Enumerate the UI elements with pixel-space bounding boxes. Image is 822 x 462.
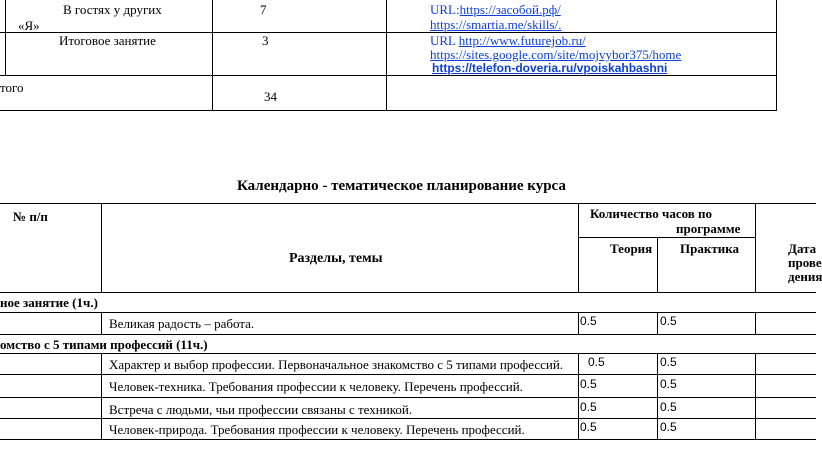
practice-cell: 0.5 bbox=[660, 355, 677, 369]
grid-line bbox=[0, 353, 816, 354]
grid-line bbox=[0, 75, 777, 76]
header-num: № п/п bbox=[13, 209, 48, 224]
topic-cell: Человек-природа. Требования профессии к человеку. Перечень профессий. bbox=[109, 422, 525, 437]
header-hours: Количество часов по bbox=[590, 206, 713, 221]
topic-cell: Итоговое занятие bbox=[59, 33, 156, 48]
grid-line bbox=[657, 237, 658, 292]
topic-cell: Встреча с людьми, чьи профессии связаны с техникой. bbox=[109, 402, 413, 417]
grid-line bbox=[755, 203, 756, 292]
section-title: ное занятие (1ч.) bbox=[0, 295, 98, 310]
section-title: омство с 5 типами профессий (11ч.) bbox=[0, 337, 208, 352]
url-link[interactable]: https://засобой.рф/ bbox=[459, 2, 561, 17]
grid-line bbox=[0, 203, 816, 204]
header-practice: Практика bbox=[680, 241, 740, 256]
grid-line bbox=[0, 334, 816, 335]
theory-cell: 0.5 bbox=[580, 314, 597, 328]
practice-cell: 0.5 bbox=[660, 314, 677, 328]
header-topics: Разделы, темы bbox=[289, 251, 383, 266]
hours-cell: 3 bbox=[262, 33, 269, 48]
header-theory: Теория bbox=[610, 241, 653, 256]
url-link[interactable]: http://www.futurejob.ru/ bbox=[458, 33, 586, 48]
grid-line bbox=[5, 0, 6, 75]
grid-line bbox=[657, 353, 658, 439]
url-link[interactable]: https://smartia.me/skills/. bbox=[430, 17, 562, 32]
grid-line bbox=[386, 0, 387, 110]
header-date: Дата bbox=[788, 241, 817, 256]
practice-cell: 0.5 bbox=[660, 420, 677, 434]
theory-cell: 0.5 bbox=[580, 420, 597, 434]
topic-cell: «Я» bbox=[18, 18, 40, 33]
grid-line bbox=[578, 203, 579, 292]
calendar-title: Календарно - тематическое планирование курса bbox=[237, 178, 566, 194]
topic-cell: Великая радость – работа. bbox=[109, 316, 255, 331]
grid-line bbox=[212, 0, 213, 110]
grid-line bbox=[101, 353, 102, 439]
practice-cell: 0.5 bbox=[660, 400, 677, 414]
grid-line bbox=[0, 397, 816, 398]
url-cell bbox=[430, 2, 561, 17]
header-date: дения bbox=[788, 269, 822, 284]
grid-line bbox=[657, 312, 658, 334]
grid-line bbox=[0, 439, 816, 440]
grid-line bbox=[755, 353, 756, 439]
grid-line bbox=[0, 374, 816, 375]
header-date: прове bbox=[788, 255, 822, 270]
hours-cell: 7 bbox=[260, 2, 267, 17]
url-link[interactable]: https://sites.google.com/site/mojvybor375/home bbox=[430, 47, 682, 62]
topic-cell: Человек-техника. Требования профессии к человеку. Перечень профессий. bbox=[109, 379, 523, 394]
practice-cell: 0.5 bbox=[660, 377, 677, 391]
url-prefix: URL bbox=[430, 33, 459, 48]
grid-line bbox=[776, 0, 777, 111]
grid-line bbox=[755, 312, 756, 334]
grid-line bbox=[0, 110, 777, 111]
grid-line bbox=[578, 312, 579, 334]
url-prefix: URL: bbox=[430, 2, 460, 17]
url-cell bbox=[430, 33, 586, 48]
url-link[interactable]: https://telefon-doveria.ru/vpoiskahbashni bbox=[432, 61, 668, 75]
grid-line bbox=[0, 418, 816, 419]
grid-line bbox=[101, 203, 102, 292]
theory-cell: 0.5 bbox=[580, 400, 597, 414]
topic-cell: Характер и выбор профессии. Первоначальное знакомство с 5 типами профессий. bbox=[109, 357, 564, 372]
grid-line bbox=[0, 292, 816, 293]
grid-line bbox=[578, 353, 579, 439]
theory-cell: 0.5 bbox=[580, 377, 597, 391]
header-hours: программе bbox=[676, 221, 741, 236]
grid-line bbox=[0, 312, 816, 313]
topic-cell: В гостях у других bbox=[63, 2, 162, 17]
total-label: того bbox=[0, 80, 24, 95]
grid-line bbox=[101, 312, 102, 334]
total-hours: 34 bbox=[264, 89, 277, 104]
theory-cell: 0.5 bbox=[588, 355, 605, 369]
grid-line bbox=[578, 237, 756, 238]
